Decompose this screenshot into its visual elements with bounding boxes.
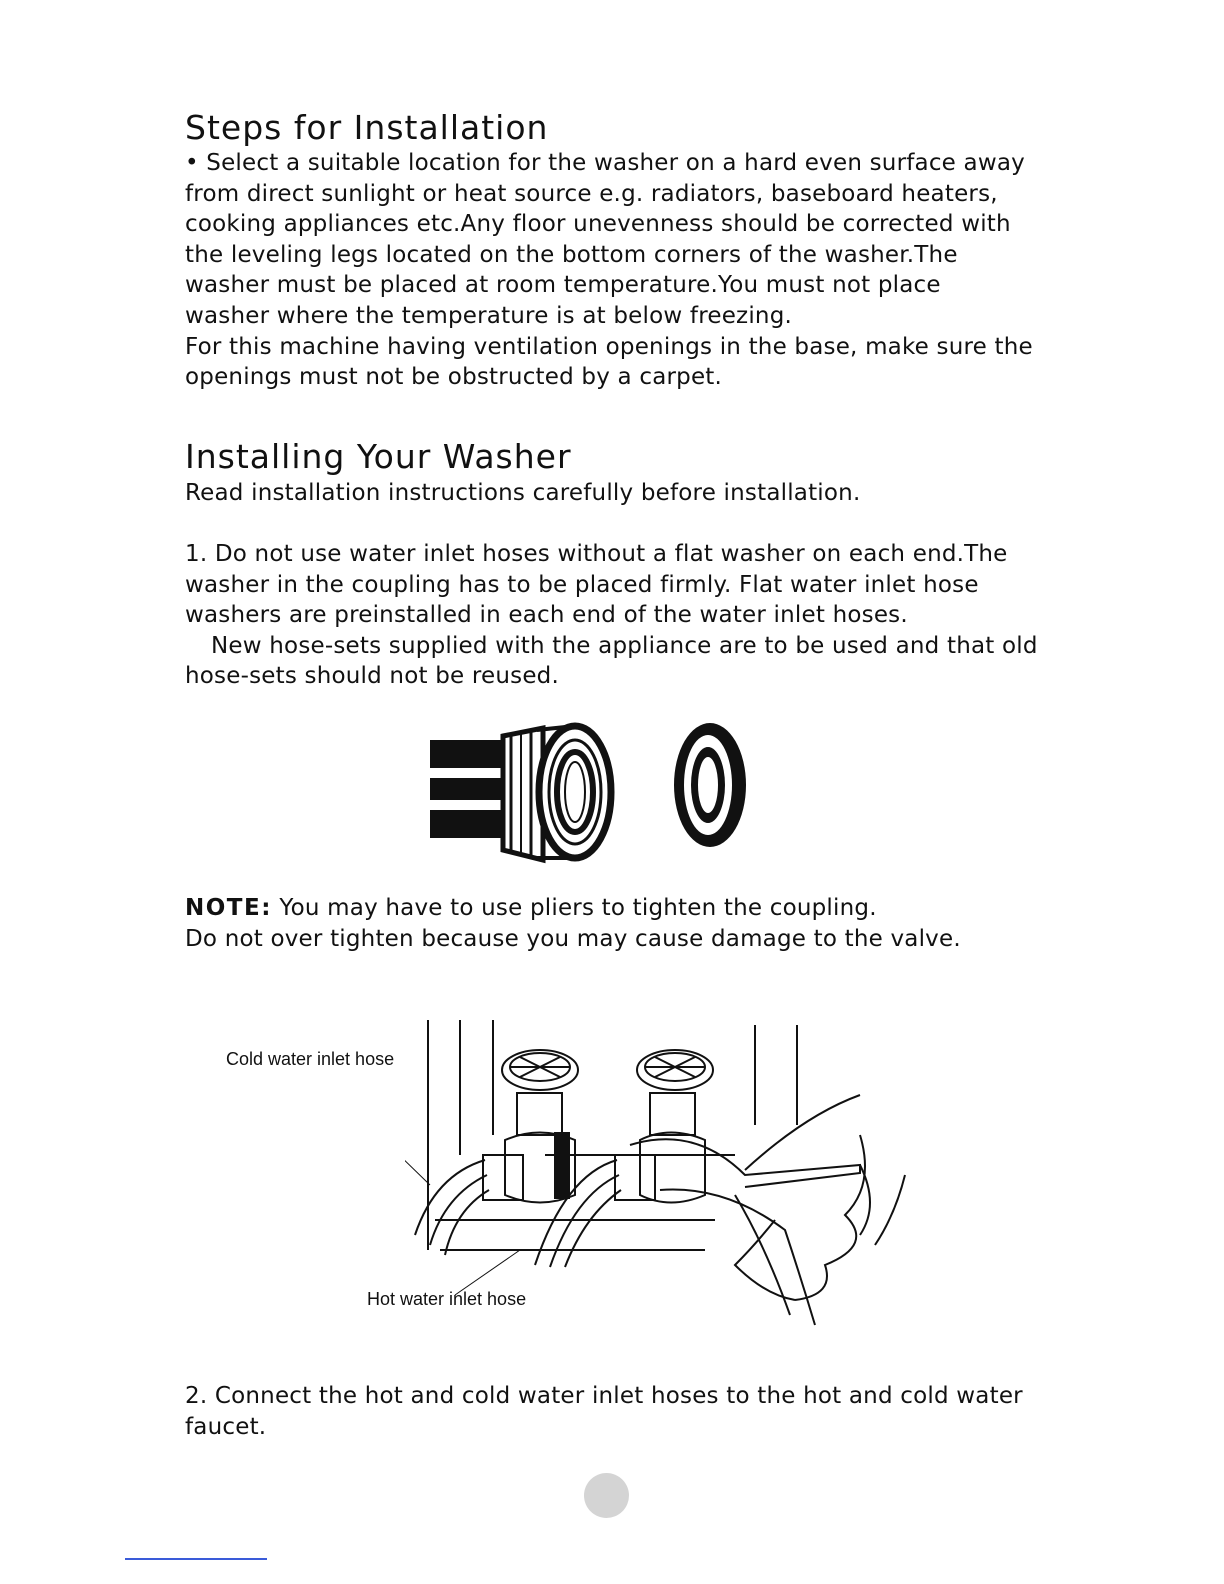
footer-rule [125, 1558, 267, 1560]
note-text: You may have to use pliers to tighten the coupling. [271, 895, 877, 921]
text-line: Do not over tighten because you may cause damage to the valve. [185, 925, 961, 952]
note-label: NOTE: [185, 895, 272, 921]
text-line: 1. Do not use water inlet hoses without a flat washer on each end.The [185, 541, 1008, 567]
text-line: For this machine having ventilation openings in the base, make sure the [185, 333, 1033, 360]
text-line: • Select a suitable location for the washer on a hard even surface away [185, 150, 1025, 176]
flat-washer-icon [674, 723, 746, 847]
note-line [185, 893, 1065, 924]
step1-paragraph [185, 539, 1065, 692]
hose-coupling-icon [430, 726, 611, 860]
note-paragraph [185, 893, 1065, 954]
intro-text: Read installation instructions carefully before installation. [185, 480, 861, 506]
text-line: washers are preinstalled in each end of the water inlet hoses. [185, 602, 908, 629]
text-line: the leveling legs located on the bottom corners of the washer.The [185, 241, 958, 268]
text-line: 2. Connect the hot and cold water inlet hoses to the hot and cold water [185, 1383, 1023, 1409]
section-title-installing: Installing Your Washer [185, 437, 572, 476]
text-line: cooking appliances etc.Any floor unevenness should be corrected with [185, 211, 1011, 238]
hose-washer-figure [425, 720, 785, 870]
faucet-valves-pliers-illustration [405, 1015, 915, 1335]
text-line: openings must not be obstructed by a carpet. [185, 364, 723, 391]
text-line: from direct sunlight or heat source e.g. radiators, baseboard heaters, [185, 180, 998, 207]
cold-hose-label: Cold water inlet hose [226, 1049, 395, 1069]
hot-hose-label: Hot water inlet hose [367, 1289, 527, 1309]
page-number-dot [584, 1473, 629, 1518]
text-line: washer must be placed at room temperature.You must not place [185, 272, 941, 299]
intro-line [185, 478, 1065, 509]
text-line: washer in the coupling has to be placed firmly. Flat water inlet hose [185, 571, 979, 598]
steps-paragraph [185, 148, 1065, 393]
section-title-steps: Steps for Installation [185, 108, 549, 147]
text-line: faucet. [185, 1413, 267, 1440]
text-line: washer where the temperature is at below freezing. [185, 302, 793, 329]
text-line: hose-sets should not be reused. [185, 663, 559, 690]
text-line: New hose-sets supplied with the appliance are to be used and that old [211, 632, 1038, 659]
step2-paragraph [185, 1381, 1065, 1442]
